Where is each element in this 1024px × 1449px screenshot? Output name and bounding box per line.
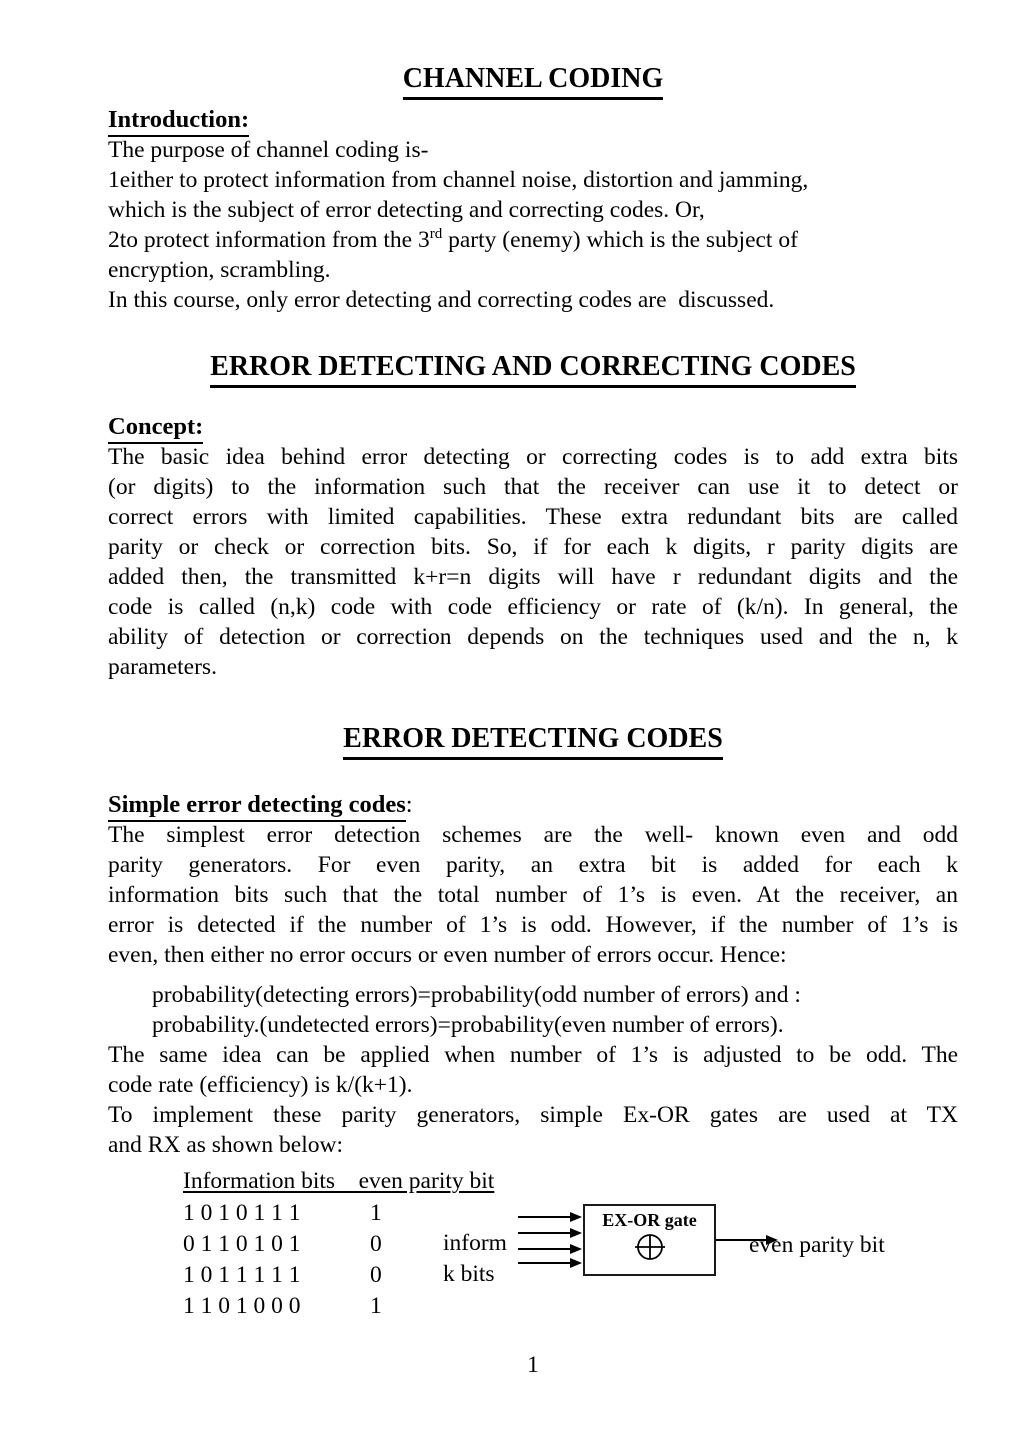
input-arrow-1	[518, 1216, 580, 1218]
text-line: The simplest error detection schemes are the well- known even and odd	[108, 822, 958, 848]
table-row	[183, 1260, 382, 1291]
text-line: The same idea can be applied when number of 1’s is adjusted to be odd. The	[108, 1042, 958, 1068]
information-bits-cell: 1 1 0 1 0 0 0	[183, 1293, 301, 1319]
text-line: code is called (n,k) code with code efficiency or rate of (k/n). In general, the	[108, 594, 958, 620]
simple-codes-heading	[108, 790, 958, 822]
section-heading-text: ERROR DETECTING CODES	[343, 722, 723, 760]
text-line: which is the subject of error detecting and correcting codes. Or,	[108, 197, 705, 223]
simple-codes-heading-text: Simple error detecting codes	[108, 790, 406, 822]
text-line: The purpose of channel coding is-	[108, 137, 429, 163]
implement-paragraph	[108, 1100, 958, 1160]
text-line: The basic idea behind error detecting or correcting codes is to add extra bits	[108, 444, 958, 470]
exor-gate-box	[583, 1204, 716, 1276]
probability-line-1: probability(detecting errors)=probability(odd number of errors) and :	[152, 982, 801, 1008]
parity-bit-cell: 0	[370, 1262, 382, 1288]
text-line: parameters.	[108, 654, 217, 680]
text-run: 2to protect information from the 3	[108, 227, 430, 253]
input-arrow-2	[518, 1232, 580, 1234]
concept-heading	[108, 412, 958, 444]
intro-paragraph	[108, 135, 958, 315]
text-line: error is detected if the number of 1’s is odd. However, if the number of 1’s is	[108, 912, 958, 938]
information-bits-cell: 1 0 1 1 1 1 1	[183, 1262, 301, 1288]
parity-bit-cell: 1	[370, 1200, 382, 1226]
table-row	[183, 1229, 382, 1260]
input-label-inform: inform	[443, 1230, 507, 1256]
superscript-rd: rd	[429, 226, 443, 243]
text-line: added then, the transmitted k+r=n digits will have r redundant digits and the	[108, 564, 958, 590]
information-bits-cell: 1 0 1 0 1 1 1	[183, 1200, 301, 1226]
parity-bit-cell: 1	[370, 1293, 382, 1319]
table-row	[183, 1291, 382, 1322]
text-line: code rate (efficiency) is k/(k+1).	[108, 1072, 413, 1098]
probability-line-2: probability.(undetected errors)=probability(even number of errors).	[152, 1012, 784, 1038]
input-arrow-4	[518, 1262, 580, 1264]
page-number: 1	[527, 1352, 539, 1378]
section-heading-text: ERROR DETECTING AND CORRECTING CODES	[210, 350, 856, 388]
input-arrow-3	[518, 1248, 580, 1250]
text-run: party (enemy) which is the subject of	[442, 227, 798, 253]
text-line: (or digits) to the information such that the receiver can use it to detect or	[108, 474, 958, 500]
intro-heading	[108, 105, 958, 137]
information-bits-cell: 0 1 1 0 1 0 1	[183, 1231, 301, 1257]
section-heading-error-detecting-correcting	[108, 350, 958, 388]
table-row	[183, 1198, 382, 1229]
text-line: ability of detection or correction depends on the techniques used and the n, k	[108, 624, 958, 650]
text-line: even, then either no error occurs or even number of errors occur. Hence:	[108, 942, 787, 968]
text-line: correct errors with limited capabilities. These extra redundant bits are called	[108, 504, 958, 530]
text-line: parity generators. For even parity, an extra bit is added for each k	[108, 852, 958, 878]
text-line: encryption, scrambling.	[108, 257, 331, 283]
page-title-text: CHANNEL CODING	[403, 62, 664, 100]
parity-table	[183, 1198, 382, 1322]
section-heading-error-detecting-codes	[108, 722, 958, 760]
exor-gate-label: EX-OR gate	[602, 1210, 697, 1230]
xor-icon	[635, 1232, 665, 1262]
simple-codes-heading-colon: :	[405, 791, 413, 818]
text-line	[108, 225, 958, 255]
text-line: parity or check or correction bits. So, if for each k digits, r parity digits are	[108, 534, 958, 560]
same-idea-paragraph	[108, 1040, 958, 1100]
output-label: even parity bit	[749, 1232, 885, 1258]
text-line: In this course, only error detecting and correcting codes are discussed.	[108, 287, 775, 313]
parity-table-header: Information bits even parity bit	[183, 1168, 495, 1194]
parity-bit-cell: 0	[370, 1231, 382, 1257]
intro-heading-text: Introduction:	[108, 105, 249, 137]
input-label-kbits: k bits	[443, 1261, 495, 1287]
text-line: information bits such that the total number of 1’s is even. At the receiver, an	[108, 882, 958, 908]
page-title	[108, 62, 958, 100]
text-line: and RX as shown below:	[108, 1132, 343, 1158]
concept-heading-text: Concept:	[108, 412, 203, 444]
concept-paragraph	[108, 442, 958, 682]
text-line: To implement these parity generators, simple Ex-OR gates are used at TX	[108, 1102, 958, 1128]
text-line: 1either to protect information from channel noise, distortion and jamming,	[108, 167, 809, 193]
simple-codes-paragraph	[108, 820, 958, 970]
